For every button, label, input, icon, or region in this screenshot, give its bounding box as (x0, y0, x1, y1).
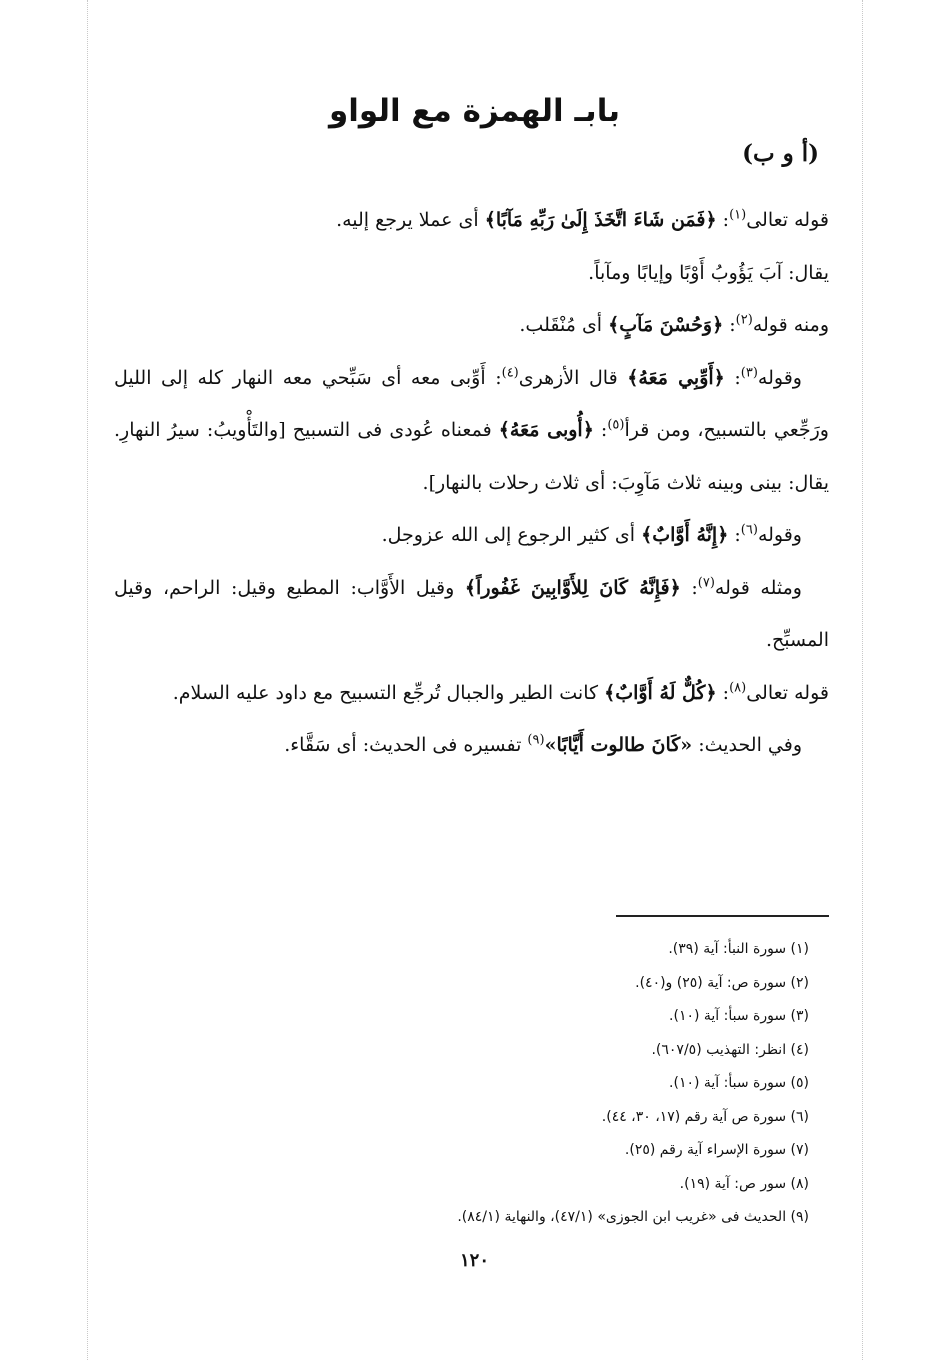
main-text (114, 194, 829, 772)
footnote-marker: (٩) (527, 732, 545, 748)
text-run: كانت الطير والجبال تُرجِّع التسبيح مع داود عليه السلام. (172, 681, 605, 704)
quran-verse: ﴿إِنَّهُ أَوَّابٌ﴾ (641, 524, 729, 546)
text-run: : (728, 524, 741, 546)
footnote: (٦) سورة ص آية رقم (١٧، ٣٠، ٤٤). (601, 1108, 809, 1125)
text-run: يقال: آبَ يَؤُوبُ أَوْبًا وإيابًا ومآباً. (588, 261, 829, 284)
quran-verse: ﴿أُوبى مَعَهُ﴾ (498, 419, 594, 441)
footnote-marker: (١) (729, 207, 747, 223)
text-run: وقيل الأَوَّاب: المطيع وقيل: الراحم، وقيل المسبِّح. (114, 576, 829, 651)
text-run: أى عملا يرجع إليه. (336, 209, 485, 231)
footnote-marker: (٥) (607, 417, 625, 433)
footnote: (٨) سور ص: آية (١٩). (679, 1175, 809, 1192)
footnote: (٩) الحديث فى «غريب ابن الجوزى» (٤٧/١)، والنهاية (٨٤/١). (457, 1209, 809, 1225)
quran-verse: ﴿فَمَن شَاءَ اتَّخَذَ إِلَىٰ رَبِّهِ مَآبًا﴾ (484, 209, 717, 231)
paragraph (114, 247, 829, 300)
text-run: : (716, 681, 730, 704)
paragraph (114, 562, 829, 667)
text-run: وقوله (757, 524, 802, 546)
root-heading: (أ و ب) (742, 140, 819, 167)
quran-verse: ﴿وَحُسْنَ مَآبٍ﴾ (608, 314, 724, 336)
paragraph (114, 667, 829, 720)
quran-verse: ﴿فَإِنَّهُ كَانَ لِلأَوَّابِينَ غَفُوراً﴾ (464, 576, 681, 599)
text-run: : (723, 314, 736, 336)
text-run: تفسيره فى الحديث: أى سَقَّاء. (284, 734, 528, 756)
text-run: : أَوِّبى معه أى سَبِّحي معه النهار كله إلى الليل ورَجِّعي بالتسبيح، ومن قرأ (114, 366, 829, 441)
text-run: : (716, 209, 730, 231)
text-run: وقوله (757, 366, 802, 389)
text-run: أى كثير الرجوع إلى الله عزوجل. (381, 524, 642, 546)
chapter-title: بابـ الهمزة مع الواو (329, 92, 620, 129)
footnotes (119, 933, 809, 1235)
text-run: : (680, 576, 698, 599)
text-run: قال الأزهرى (518, 366, 628, 389)
text-run: : (724, 366, 741, 389)
paragraph (114, 509, 829, 562)
quran-verse: ﴿أَوِّبِي مَعَهُ﴾ (627, 366, 725, 389)
quran-verse: ﴿كُلٌّ لَهُ أَوَّابٌ﴾ (604, 681, 717, 704)
text-run: ومثله قوله (714, 576, 802, 599)
text-run: أى مُنْقَلب. (519, 314, 609, 336)
text-run: فمعناه عُودى فى التسبيح [والتَأْويبُ: سيرُ النهارِ. يقال: بينى وبينه ثلاث مَآوِبَ: أى ثلاث رحلات بالنهار]. (114, 419, 829, 494)
footnote: (٧) سورة الإسراء آية رقم (٢٥). (624, 1142, 809, 1158)
scan-margin-line-right (862, 0, 863, 1360)
paragraph (114, 719, 829, 772)
footnote-marker: (٢) (735, 312, 753, 328)
footnote-marker: (٨) (729, 680, 747, 696)
text-run: : (593, 419, 608, 441)
text-run: قوله تعالى (746, 681, 829, 704)
text-run: وفي الحديث: (692, 734, 802, 756)
page-number: ١٢٠ (459, 1250, 489, 1271)
paragraph (114, 352, 829, 510)
text-run: قوله تعالى (746, 209, 829, 231)
scan-margin-line-left (87, 0, 88, 1360)
footnote-separator (616, 915, 829, 917)
footnote-marker: (٣) (740, 365, 758, 381)
footnote-marker: (٤) (501, 365, 519, 381)
footnote: (٥) سورة سبأ: آية (١٠). (669, 1075, 809, 1091)
paragraph (114, 299, 829, 352)
footnote-marker: (٧) (697, 575, 715, 591)
hadith-quote: «كَانَ طالوت أَيَّابًا» (544, 734, 693, 756)
text-run: ومنه قوله (752, 314, 829, 336)
paragraph (114, 194, 829, 247)
footnote: (٢) سورة ص: آية (٢٥) و(٤٠). (635, 974, 809, 991)
footnote-marker: (٦) (740, 522, 758, 538)
footnote: (٣) سورة سبأ: آية (١٠). (669, 1008, 809, 1024)
footnote: (١) سورة النبأ: آية (٣٩). (668, 941, 809, 957)
footnote: (٤) انظر: التهذيب (٦٠٧/٥). (651, 1041, 809, 1058)
